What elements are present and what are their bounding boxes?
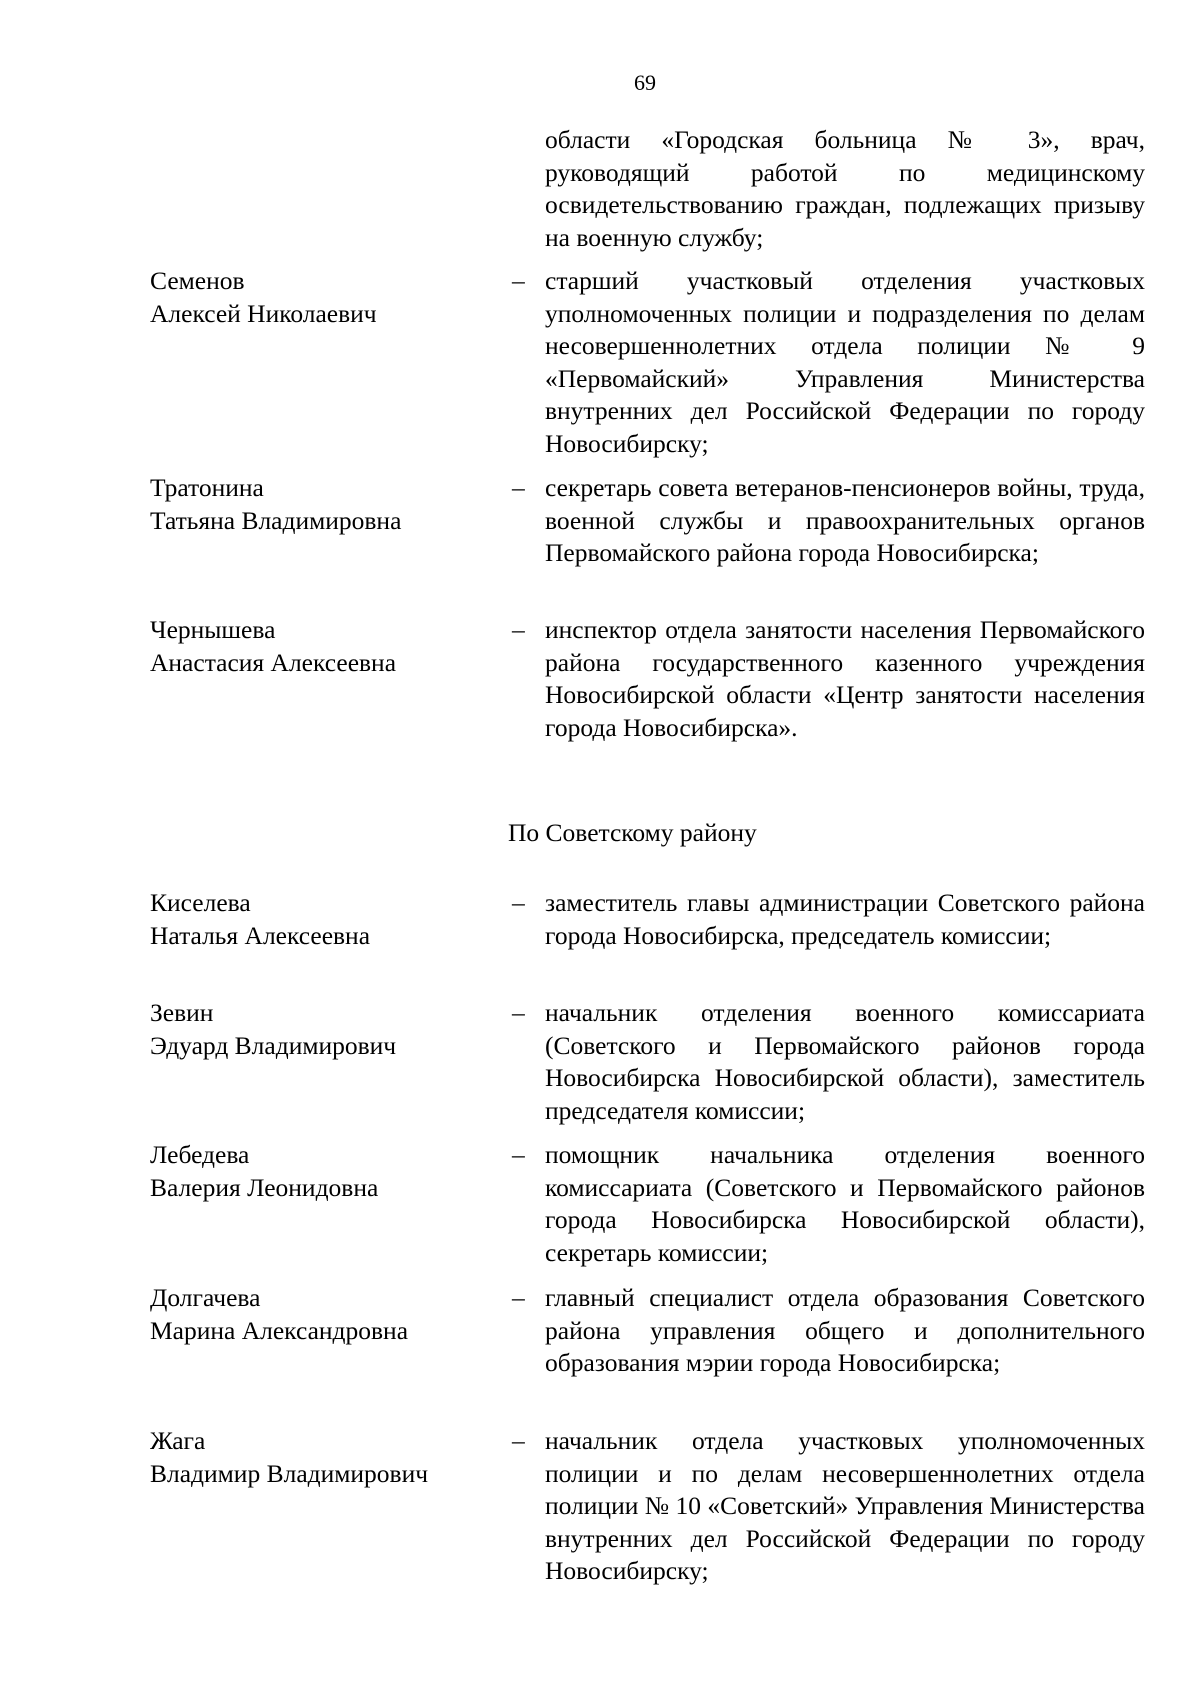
member-position: старший участковый отделения участковых уполномоченных полиции и подразделения по делам несовершеннолетних отдела полиции № 9 «Первомайский» Управления Министерства внутренних дел Российской Федерации по городу Новосибирску;: [545, 266, 1145, 458]
member-given-names: Наталья Алексеевна: [150, 920, 371, 950]
dash: –: [512, 615, 525, 644]
member-position: заместитель главы администрации Советского района города Новосибирска, председатель комиссии;: [545, 888, 1145, 950]
member-surname: Тратонина: [150, 473, 264, 502]
dash: –: [512, 266, 525, 295]
member-given-names: Валерия Леонидовна: [150, 1172, 379, 1202]
member-surname: Чернышева: [150, 615, 276, 644]
dash: –: [512, 998, 525, 1027]
dash: –: [512, 473, 525, 502]
member-surname: Семенов: [150, 266, 245, 295]
member-given-names: Эдуард Владимирович: [150, 1030, 397, 1060]
member-name: [150, 997, 510, 1062]
member-surname: Жага: [150, 1426, 206, 1455]
member-position: инспектор отдела занятости населения Первомайского района государственного казенного учреждения Новосибирской области «Центр занятости населения города Новосибирска».: [545, 615, 1145, 742]
member-name: [150, 472, 510, 537]
member-name: [150, 265, 510, 330]
member-given-names: Владимир Владимирович: [150, 1458, 429, 1488]
section-heading: По Советскому району: [508, 818, 757, 847]
member-name: [150, 614, 510, 679]
member-position: начальник отдела участковых уполномоченных полиции и по делам несовершеннолетних отдела полиции № 10 «Советский» Управления Министерства внутренних дел Российской Федерации по городу Новосибирску;: [545, 1426, 1145, 1585]
member-name: [150, 1282, 510, 1347]
dash: –: [512, 888, 525, 917]
member-given-names: Анастасия Алексеевна: [150, 647, 397, 677]
member-name: [150, 1139, 510, 1204]
member-given-names: Татьяна Владимировна: [150, 505, 402, 535]
member-position: секретарь совета ветеранов-пенсионеров войны, труда, военной службы и правоохранительных органов Первомайского района города Новосибирска;: [545, 473, 1145, 567]
continuation-text: области «Городская больница № 3», врач, руководящий работой по медицинскому освидетельствованию граждан, подлежащих призыву на военную службу;: [545, 125, 1145, 252]
member-position: главный специалист отдела образования Советского района управления общего и дополнительного образования мэрии города Новосибирска;: [545, 1283, 1145, 1377]
member-given-names: Алексей Николаевич: [150, 298, 377, 328]
member-given-names: Марина Александровна: [150, 1315, 409, 1345]
member-surname: Зевин: [150, 998, 214, 1027]
dash: –: [512, 1426, 525, 1455]
member-name: [150, 1425, 510, 1490]
dash: –: [512, 1283, 525, 1312]
member-surname: Долгачева: [150, 1283, 261, 1312]
member-surname: Лебедева: [150, 1140, 250, 1169]
member-surname: Киселева: [150, 888, 251, 917]
member-position: начальник отделения военного комиссариата (Советского и Первомайского районов города Новосибирска Новосибирской области), заместитель председателя комиссии;: [545, 998, 1145, 1125]
member-name: [150, 887, 510, 952]
dash: –: [512, 1140, 525, 1169]
page-number: 69: [634, 70, 656, 95]
member-position: помощник начальника отделения военного комиссариата (Советского и Первомайского районов города Новосибирска Новосибирской области), секретарь комиссии;: [545, 1140, 1145, 1267]
